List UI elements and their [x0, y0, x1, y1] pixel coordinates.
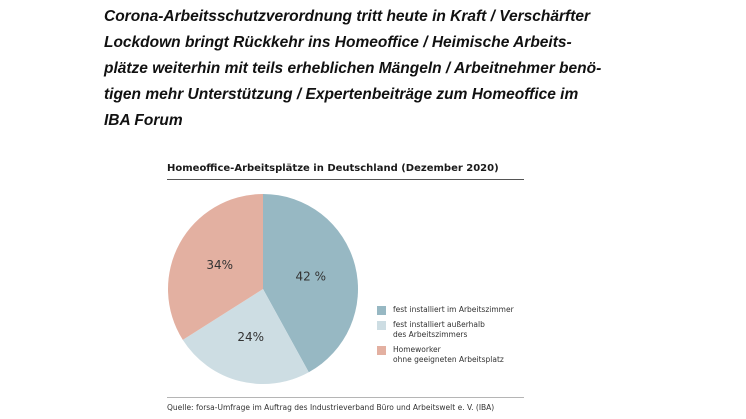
- source-note: Quelle: forsa-Umfrage im Auftrag des Industrieverband Büro und Arbeitswelt e. V. (IBA): [167, 403, 495, 412]
- headline-line: plätze weiterhin mit teils erheblichen Mängeln / Arbeitnehmer benö-: [104, 60, 602, 77]
- legend-label: fest installiert außerhalb des Arbeitszimmers: [393, 320, 485, 339]
- slice-percent-label: 24%: [237, 329, 265, 344]
- legend-label: fest installiert im Arbeitszimmer: [393, 305, 514, 314]
- headline-line: Corona-Arbeitsschutzverordnung tritt heute in Kraft / Verschärfter: [104, 8, 591, 25]
- legend-item: [377, 345, 514, 365]
- legend-label: Homeworker ohne geeigneten Arbeitsplatz: [393, 345, 504, 364]
- headline-line: tigen mehr Unterstützung / Expertenbeiträge zum Homeoffice im: [104, 86, 579, 103]
- legend-swatch: [377, 306, 386, 315]
- legend-item: [377, 305, 514, 315]
- legend: [377, 305, 514, 370]
- source-divider: [167, 397, 524, 398]
- slice-percent-label: 34%: [206, 258, 234, 273]
- legend-item: [377, 320, 514, 340]
- legend-swatch: [377, 346, 386, 355]
- headline-line: Lockdown bringt Rückkehr ins Homeoffice / Heimische Arbeits-: [104, 34, 572, 51]
- legend-swatch: [377, 321, 386, 330]
- slice-percent-label: 42 %: [295, 269, 327, 284]
- chart-title: Homeoffice-Arbeitsplätze in Deutschland (Dezember 2020): [167, 163, 499, 174]
- headline-line: IBA Forum: [104, 112, 183, 129]
